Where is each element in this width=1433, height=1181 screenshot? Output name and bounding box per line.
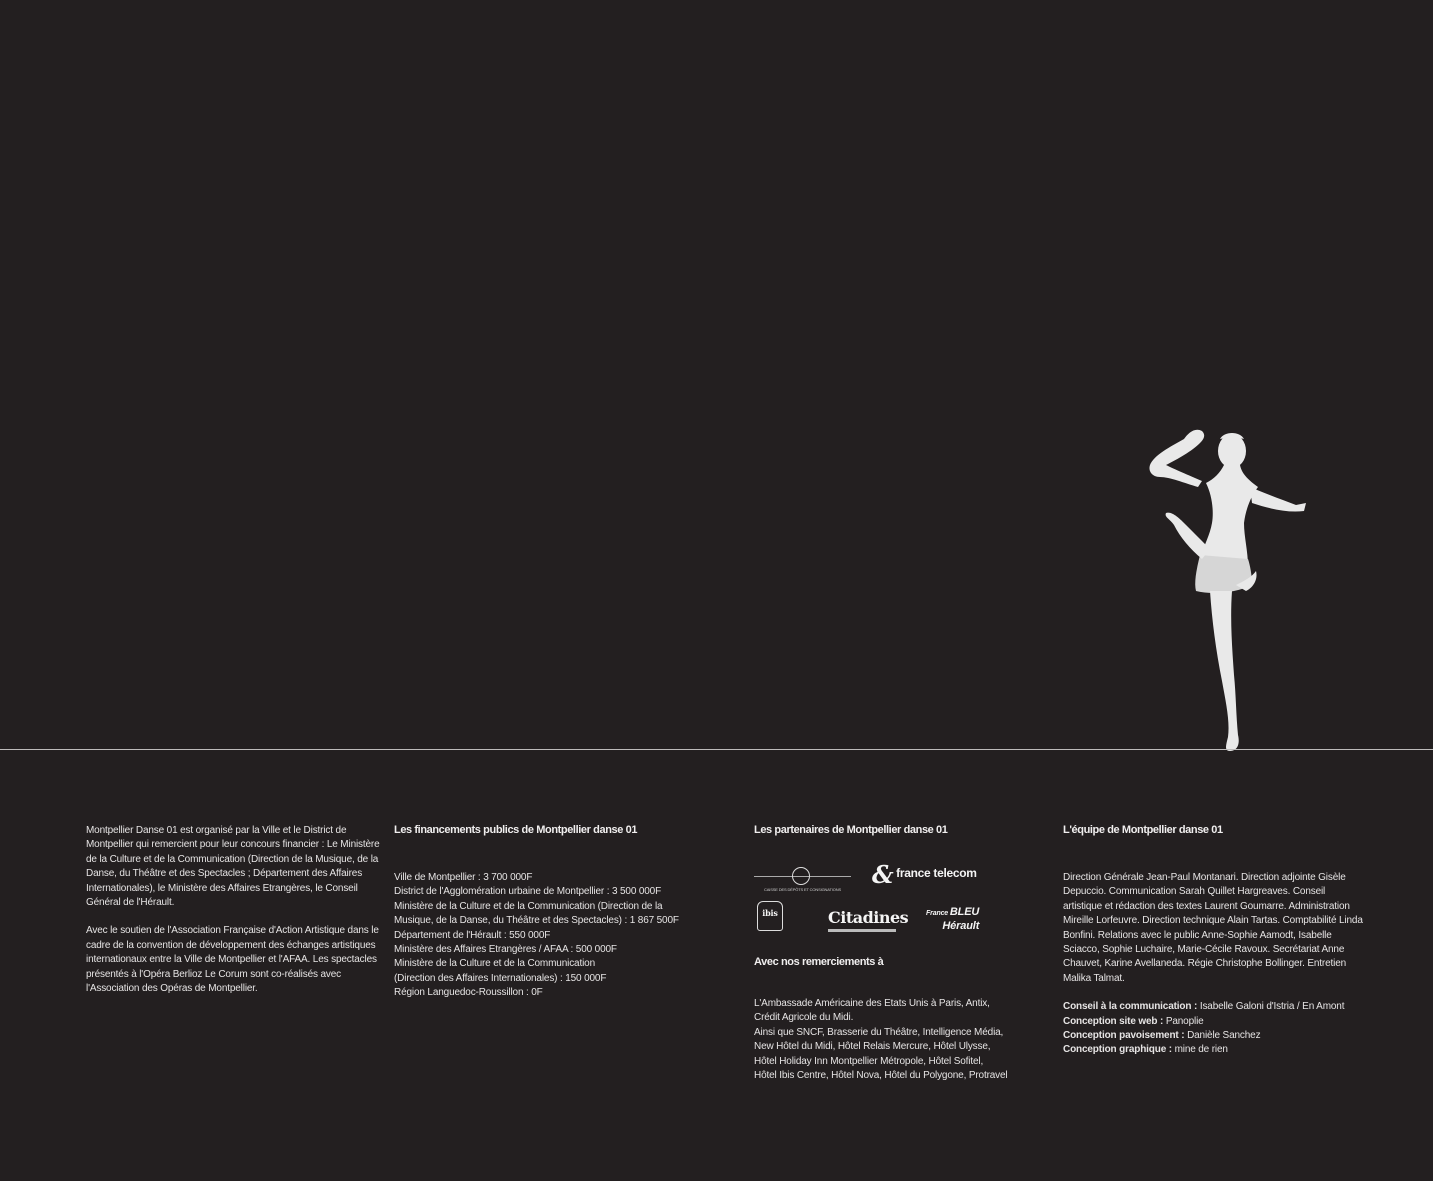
funding-line: Musique, de la Danse, du Théâtre et des Spectacles) : 1 867 500F [394,915,679,927]
dancer-photo [1140,425,1315,755]
funding-line: Ministère de la Culture et de la Communication [394,958,595,970]
funding-line: Région Languedoc-Roussillon : 0F [394,987,543,999]
thanks-line: Ainsi que SNCF, Brasserie du Théâtre, Intelligence Média, [754,1026,1004,1038]
partners-column [754,823,1009,1083]
thanks-line: New Hôtel du Midi, Hôtel Relais Mercure, Hôtel Ulysse, [754,1041,991,1053]
credit-line: Conception pavoisement : Danièle Sanchez [1063,1030,1261,1042]
funding-line: Ministère des Affaires Etrangères / AFAA : 500 000F [394,944,617,956]
intro-paragraph: Montpellier Danse 01 est organisé par la Ville et le District de Montpellier qui remercient pour leur concours financier : Le Ministère de la Culture et de la Communication (Direction de la Musique, de la Danse, du Théâtre et des Spectacles ; Département des Affaires Internationales), le Ministère des Affaires Etrangères, le Conseil Général de l'Hérault. [86,825,380,909]
france-bleu-herault-logo: France BLEU Hérault [926,906,980,932]
team-paragraph: Direction Générale Jean-Paul Montanari. Direction adjointe Gisèle Depuccio. Communication Sarah Quillet Hargreaves. Conseil artistique et rédaction des textes Laurent Goumarre. Administration Mireille Lorfeuvre. Direction technique Alain Tartas. Comptabilité Linda Bonfini. Relations avec le public Anne-Sophie Aamodt, Isabelle Sciacco, Sophie Luchaire, Marie-Cécile Ravoux. Secrétariat Anne Chauvet, Karine Avellaneda. Régie Christophe Bollinger. Entretien Malika Talmat. [1063,872,1363,984]
public-funding-heading: Les financements publics de Montpellier danse 01 [394,824,638,836]
partners-heading: Les partenaires de Montpellier danse 01 [754,824,948,836]
thanks-line: Crédit Agricole du Midi. [754,1012,854,1024]
france-telecom-logo: & france telecom [872,860,977,889]
funding-line: Ministère de la Culture et de la Communication (Direction de la [394,900,663,912]
citadines-logo: Citadines [828,909,908,932]
funding-line: District de l'Agglomération urbaine de Montpellier : 3 500 000F [394,886,662,898]
funding-line: Ville de Montpellier : 3 700 000F [394,872,533,883]
credit-line: Conseil à la communication : Isabelle Galoni d'Istria / En Amont [1063,1001,1345,1013]
support-paragraph: Avec le soutien de l'Association Française d'Action Artistique dans le cadre de la convention de développement des échanges artistiques internationaux entre la Ville de Montpellier et l'AFAA. Les spectacles présentés à l'Opéra Berlioz Le Corum sont co-réalisés avec l'Association des Opéras de Montpellier. [86,925,379,995]
thanks-line: Hôtel Holiday Inn Montpellier Métropole, Hôtel Sofitel, [754,1055,984,1067]
thanks-line: L'Ambassade Américaine des Etats Unis à Paris, Antix, [754,998,990,1009]
thanks-heading: Avec nos remerciements à [754,956,884,968]
ampersand-icon: & [872,860,894,889]
credit-line: Conception graphique : mine de rien [1063,1044,1228,1056]
ibis-logo: ibis [757,901,783,931]
stage-floor-line [0,749,1433,750]
thanks-line: Hôtel Ibis Centre, Hôtel Nova, Hôtel du Polygone, Protravel [754,1070,1008,1082]
caisse-des-depots-logo: CAISSE DES DÉPÔTS ET CONSIGNATIONS [754,867,851,891]
seal-icon [792,867,810,885]
public-funding-column [394,823,694,1001]
funding-line: Département de l'Hérault : 550 000F [394,929,551,941]
team-heading: L'équipe de Montpellier danse 01 [1063,824,1223,836]
funding-line: (Direction des Affaires Internationales) : 150 000F [394,972,607,984]
intro-column [86,824,382,996]
partner-logos [754,857,1004,947]
credit-line: Conception site web : Panoplie [1063,1015,1204,1027]
team-column [1063,823,1363,1058]
